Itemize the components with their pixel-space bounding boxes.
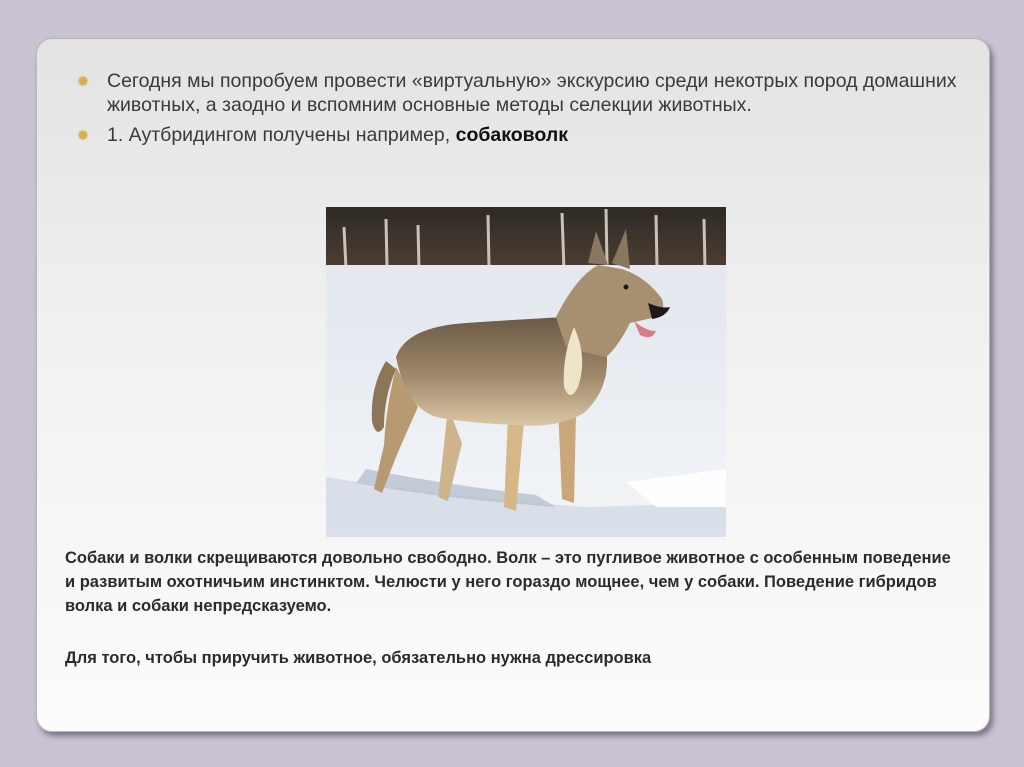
description-paragraph: Собаки и волки скрещиваются довольно свободно. Волк – это пугливое животное с особенным поведение и развитым охотничьим инстинктом. Челюсти у него гораздо мощнее, чем у собаки. Поведение гибридов волка и собаки непредсказуемо.	[65, 549, 951, 615]
bullet-list	[77, 69, 957, 153]
bullet-text-outbreeding: 1. Аутбридингом получены например,	[107, 124, 456, 146]
training-note: Для того, чтобы приручить животное, обязательно нужна дрессировка	[65, 649, 652, 667]
bullet-dot-icon	[79, 131, 87, 139]
wolfdog-illustration	[326, 207, 726, 537]
bullet-dot-icon	[79, 77, 87, 85]
slide	[36, 38, 990, 732]
bullet-item-intro	[77, 69, 957, 117]
bullet-item-outbreeding	[77, 123, 957, 147]
wolfdog-photo	[326, 207, 726, 537]
bullet-text-intro: Сегодня мы попробуем провести «виртуальную» экскурсию среди некотрых пород домашних животных, а заодно и вспомним основные методы селекции животных.	[107, 70, 957, 116]
bullet-bold-term: собаковолк	[455, 124, 568, 146]
